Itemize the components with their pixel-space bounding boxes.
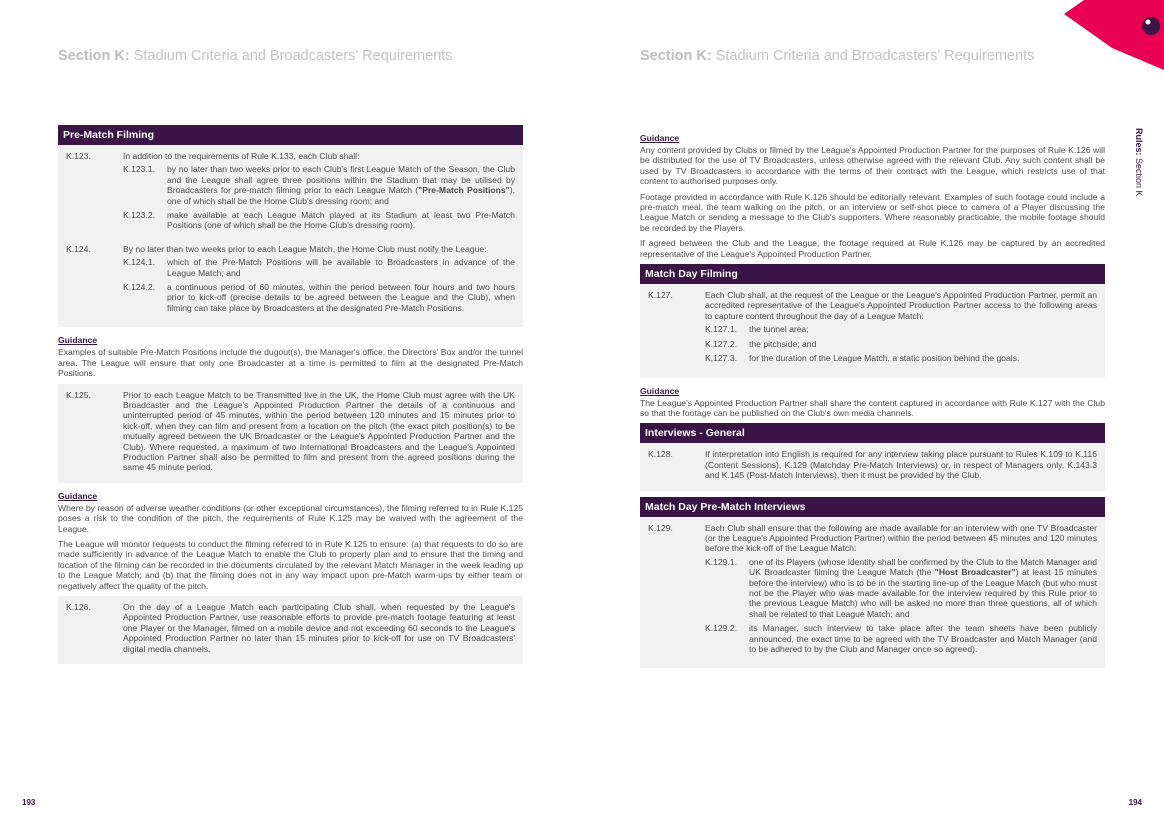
page-number-right: 194: [1128, 798, 1142, 807]
guidance-text: The League will monitor requests to conduct the filming referred to in Rule K.125 to ensure: (a) that requests to do so are made sufficiently in advance of the League Match to enable the Club to properly plan and to ensure that the timing and location of the filming can be recorded in the documents circulated by the relevant Match Manager in the week leading up to the League Match; and (b) that the filming does not in any way impact upon pre-Match warm-ups by either team or negatively affect the quality of the pitch.: [58, 538, 523, 591]
page-number-left: 193: [22, 798, 36, 807]
rule-k127: K.127. Each Club shall, at the request of the League or the League's Appointed Production Partner, permit an accredited representative of the League's Appointed Production Partner access to the following areas to capture content throughout the day of a League Match: K.127.1. the tunnel area; K.127.2. the pitchside; and K.127.3. for the duration of the League Match, a static position behind the goals.: [640, 284, 1105, 377]
heading-pre-match-filming: Pre-Match Filming: [58, 125, 523, 145]
rule-k129: K.129. Each Club shall ensure that the following are made available for an interview with one TV Broadcaster (or the League's Appointed Production Partner) within the period between 45 minutes and 120 minutes before the kick-off of the League Match: K.129.1. one of its Players (whose identity shall be confirmed by the Club to the Match Manager and UK Broadcaster filming the League Match (the "Host Broadcaster") at least 15 minutes before the interview) who is to be in the starting line-up of the League Match (but who must not be the Player who was made available for the interview required by this Rule prior to the previous League Match) who will be asked no more than three questions, all of which shall be related to that League Match; and K.129.2. its Manager, such interview to take place after the team sheets have been publicly announced, the exact time to be agreed with the TV Broadcaster and Match Manager (and to be adhered to by the Club and Manager once so agreed).: [640, 517, 1105, 669]
guidance-text: Any content provided by Clubs or filmed by the League's Appointed Production Partner for the purposes of Rule K.126 will be distributed for the use of TV Broadcasters, unless otherwise agreed with the relevant Club. Any such content shall be used by TV Broadcasters in accordance with the terms of their contract with the League, which restricts use of that content to authorised purposes only.: [640, 145, 1105, 187]
rule-k128: K.128. If interpretation into English is required for any interview taking place pursuant to Rules K.109 to K.116 (Content Sessions), K.129 (Matchday Pre-Match Interviews) or, in respect of Managers only, K.143.3 and K.145 (Post-Match Interviews), then it must be provided by the Club.: [640, 443, 1105, 490]
guidance-heading: Guidance: [640, 133, 680, 143]
guidance-heading: Guidance: [58, 490, 98, 501]
lion-logo-icon: [1142, 17, 1160, 35]
left-page: [58, 125, 523, 670]
right-page: [640, 133, 1105, 674]
corner-accent: [1034, 0, 1164, 70]
rule-k125: K.125. Prior to each League Match to be Transmitted live in the UK, the Home Club must agree with the UK Broadcaster and the League's Appointed Production Partner the details of a continuous and uninterrupted period of 45 minutes, within the period between 120 minutes and 15 minutes prior to kick-off, when they can film and present from a location on the pitch (the exact pitch position(s) to be mutually agreed between the UK Broadcaster or the League's Appointed Production Partner and the Club). Where requested, a maximum of two International Broadcasters and the League's Appointed Production Partner shall also be permitted to film and present from the agreed positions during the same 45 minute period.: [58, 384, 523, 483]
rule-k123-k124: K.123. In addition to the requirements of Rule K.133, each Club shall: K.123.1. by no later than two weeks prior to each Club's first League Match of the Season, the Club and the League shall agree three positions within the Stadium that may be utilised by Broadcasters for pre-match filming prior to each League Match ("Pre-Match Positions"), one of which shall be the Home Club's dressing room; and K.123.2. make available at each League Match played at its Stadium at least two Pre-Match Positions (one of which shall be the Home Club's dressing room). K.124. By no later than two weeks prior to each League Match, the Home Club must notify the League: K.124.1. which of the Pre-Match Positions will be available to Broadcasters in advance of the League Match; and K.124.2. a continuous period of 60 minutes, within the period between four hours and two hours prior to kick-off (precise details to be agreed between the League and the Club), when filming can take place by Broadcasters at the designated Pre-Match Positions.: [58, 145, 523, 327]
heading-interviews-general: Interviews - General: [640, 423, 1105, 443]
heading-match-day-filming: Match Day Filming: [640, 264, 1105, 284]
guidance-heading: Guidance: [640, 385, 680, 396]
rule-number: K.123.: [66, 151, 91, 161]
heading-match-day-pre-match-interviews: Match Day Pre-Match Interviews: [640, 497, 1105, 517]
guidance-text: Where by reason of adverse weather conditions (or other exceptional circumstances), the filming referred to in Rule K.125 poses a risk to the condition of the pitch, the requirements of Rule K.125 may be waived with the agreement of the League.: [58, 502, 523, 534]
rule-text: In addition to the requirements of Rule K.133, each Club shall:: [123, 151, 360, 161]
guidance-text: Examples of suitable Pre-Match Positions include the dugout(s), the Manager's office, the Directors' Box and/or the tunnel area. The League will ensure that only one Broadcaster at a time is permitted to film at the designated Pre-Match Positions.: [58, 347, 523, 379]
guidance-heading: Guidance: [58, 335, 98, 346]
section-title-right: Section K: Stadium Criteria and Broadcasters' Requirements: [640, 48, 1035, 64]
guidance-text: The League's Appointed Production Partner shall share the content captured in accordance with Rule K.127 with the Club so that the footage can be published on the Club's own media channels.: [640, 397, 1105, 418]
guidance-text: If agreed between the Club and the League, the footage required at Rule K.126 may be captured by an accredited representative of the League's Appointed Production Partner.: [640, 238, 1105, 259]
guidance-text: Footage provided in accordance with Rule K.126 should be editorially relevant. Examples of such footage could include a pre-match meal, the team walking on the pitch, or an interview or self-shot piece to camera of a Player discussing the League Match or sending a message to the Club's supporters. Where reasonably practicable, the mobile footage should be recorded by the Players.: [640, 191, 1105, 233]
rule-k126: K.126. On the day of a League Match each participating Club shall, when requested by the League's Appointed Production Partner, use reasonable efforts to provide pre-match footage featuring at least one Player or the Manager, filmed on a mobile device and not exceeding 60 seconds to the League's Appointed Production Partner no later than 15 minutes prior to kick-off for use on TV Broadcasters' digital media channels.: [58, 596, 523, 664]
section-title-left: Section K: Stadium Criteria and Broadcasters' Requirements: [58, 48, 453, 64]
side-label: Rules: Section K: [1134, 128, 1144, 197]
rule-subtext: by no later than two weeks prior to each Club's first League Match of the Season, the Club and the League shall agree three positions within the Stadium that may be utilised by Broadcasters for pre-match filming prior to each League Match ("Pre-Match Positions"), one of which shall be the Home Club's dressing room; and: [167, 164, 515, 206]
